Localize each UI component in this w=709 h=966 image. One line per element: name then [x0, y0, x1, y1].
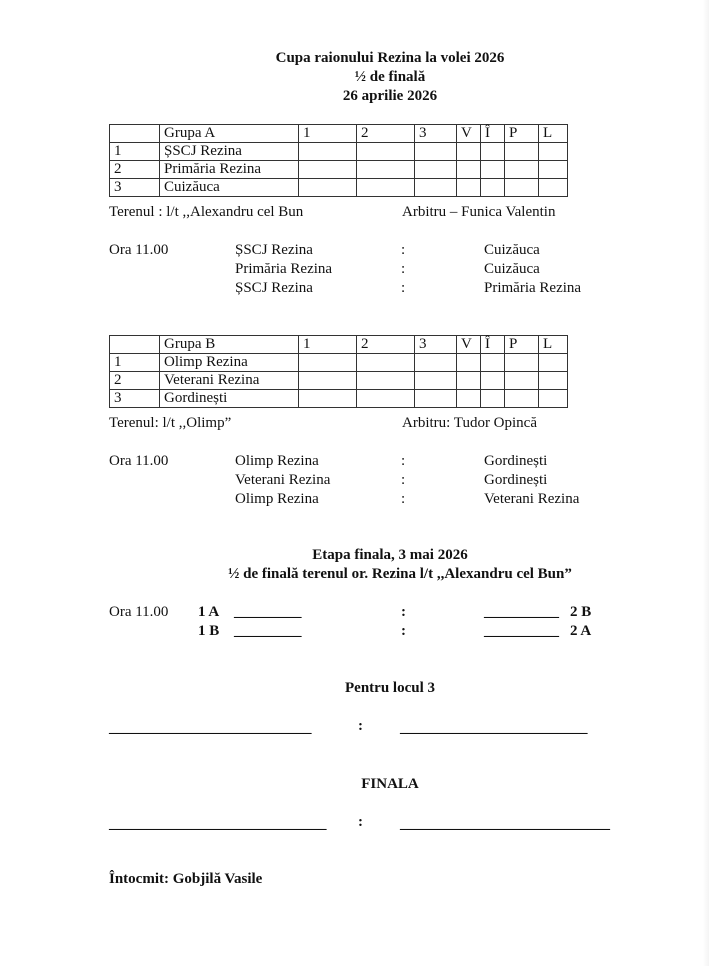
stat-cell	[457, 354, 481, 372]
score-cell	[357, 161, 415, 179]
stat-cell	[481, 354, 505, 372]
score-cell	[415, 161, 457, 179]
header-cell-empty	[110, 125, 160, 143]
semi-left-blank: _________	[234, 623, 302, 639]
match-home: Veterani Rezina	[235, 472, 331, 488]
stat-cell	[505, 161, 539, 179]
column-header: P	[505, 125, 539, 143]
semi-left-blank: _________	[234, 604, 302, 620]
table-row	[110, 372, 568, 390]
group-b-referee: Arbitru: Tudor Opincă	[402, 415, 537, 431]
column-header: 1	[299, 125, 357, 143]
stat-cell	[457, 372, 481, 390]
group-a-table	[109, 124, 568, 197]
stat-cell	[505, 372, 539, 390]
column-header: L	[539, 125, 568, 143]
column-header: 3	[415, 125, 457, 143]
final-stage-title: Etapa finala, 3 mai 2026	[312, 547, 468, 563]
column-header: 2	[357, 336, 415, 354]
third-place-separator: :	[358, 718, 363, 734]
column-header: L	[539, 336, 568, 354]
match-separator: :	[401, 453, 406, 469]
team-name: Olimp Rezina	[160, 354, 299, 372]
match-away: Primăria Rezina	[484, 280, 582, 296]
table-header-row	[110, 125, 568, 143]
score-cell	[415, 372, 457, 390]
team-number: 1	[110, 143, 160, 161]
group-b-venue: Terenul: l/t ,,Olimp”	[109, 415, 232, 431]
match-separator: :	[401, 261, 406, 277]
stat-cell	[505, 390, 539, 408]
group-a-time: Ora 11.00	[109, 242, 169, 258]
match-home: Olimp Rezina	[235, 453, 319, 469]
group-b-name: Grupa B	[160, 336, 299, 354]
score-cell	[299, 179, 357, 197]
third-place-left-blank: ___________________________	[109, 720, 312, 736]
semi-separator: :	[401, 604, 406, 620]
final-left-blank: _____________________________	[109, 816, 327, 832]
score-cell	[357, 354, 415, 372]
column-header: V	[457, 125, 481, 143]
score-cell	[415, 354, 457, 372]
table-row	[110, 179, 568, 197]
stat-cell	[539, 179, 568, 197]
group-a-referee: Arbitru – Funica Valentin	[402, 204, 556, 220]
match-separator: :	[401, 280, 406, 296]
semi-left-seed: 1 A	[198, 604, 220, 620]
score-cell	[299, 390, 357, 408]
score-cell	[299, 161, 357, 179]
score-cell	[357, 372, 415, 390]
score-cell	[415, 143, 457, 161]
match-away: Gordinești	[484, 472, 548, 488]
final-right-blank: ____________________________	[400, 816, 610, 832]
stat-cell	[539, 161, 568, 179]
team-number: 2	[110, 161, 160, 179]
group-b-time: Ora 11.00	[109, 453, 169, 469]
match-home: ȘSCJ Rezina	[235, 280, 313, 296]
table-row	[110, 161, 568, 179]
stat-cell	[539, 143, 568, 161]
page-edge-shadow	[703, 0, 709, 966]
score-cell	[415, 390, 457, 408]
team-number: 3	[110, 390, 160, 408]
score-cell	[299, 143, 357, 161]
team-name: Gordinești	[160, 390, 299, 408]
score-cell	[299, 372, 357, 390]
semi-right-blank: __________	[484, 623, 559, 639]
third-place-title: Pentru locul 3	[345, 680, 435, 696]
final-stage-subtitle: ½ de finală terenul or. Rezina l/t ,,Alexandru cel Bun”	[228, 566, 572, 582]
team-number: 3	[110, 179, 160, 197]
team-name: Cuizăuca	[160, 179, 299, 197]
semi-separator: :	[401, 623, 406, 639]
column-header: 1	[299, 336, 357, 354]
stat-cell	[457, 143, 481, 161]
match-separator: :	[401, 491, 406, 507]
column-header: Î	[481, 336, 505, 354]
stat-cell	[481, 372, 505, 390]
stat-cell	[505, 354, 539, 372]
stat-cell	[457, 179, 481, 197]
stat-cell	[505, 179, 539, 197]
match-away: Cuizăuca	[484, 242, 540, 258]
match-home: Primăria Rezina	[235, 261, 333, 277]
column-header: 3	[415, 336, 457, 354]
column-header: 2	[357, 125, 415, 143]
team-name: Primăria Rezina	[160, 161, 299, 179]
match-home: Olimp Rezina	[235, 491, 319, 507]
third-place-right-blank: _________________________	[400, 720, 588, 736]
team-name: ȘSCJ Rezina	[160, 143, 299, 161]
stat-cell	[457, 390, 481, 408]
score-cell	[357, 179, 415, 197]
header-cell-empty	[110, 336, 160, 354]
semi-left-seed: 1 B	[198, 623, 220, 639]
stat-cell	[539, 354, 568, 372]
document-date: 26 aprilie 2026	[342, 88, 438, 104]
match-separator: :	[401, 242, 406, 258]
group-b-table	[109, 335, 568, 408]
stat-cell	[539, 372, 568, 390]
table-row	[110, 390, 568, 408]
match-away: Gordinești	[484, 453, 548, 469]
prepared-by: Întocmit: Gobjilă Vasile	[109, 871, 263, 887]
score-cell	[299, 354, 357, 372]
final-title: FINALA	[361, 776, 419, 792]
document-stage: ½ de finală	[354, 69, 426, 85]
semi-right-seed: 2 A	[570, 623, 592, 639]
stat-cell	[539, 390, 568, 408]
column-header: P	[505, 336, 539, 354]
column-header: Î	[481, 125, 505, 143]
score-cell	[415, 179, 457, 197]
match-away: Cuizăuca	[484, 261, 540, 277]
stat-cell	[481, 161, 505, 179]
document-title: Cupa raionului Rezina la volei 2026	[275, 50, 505, 66]
group-a-venue: Terenul : l/t ,,Alexandru cel Bun	[109, 204, 304, 220]
final-stage-time: Ora 11.00	[109, 604, 169, 620]
final-separator: :	[358, 814, 363, 830]
score-cell	[357, 143, 415, 161]
group-a-name: Grupa A	[160, 125, 299, 143]
team-number: 2	[110, 372, 160, 390]
match-away: Veterani Rezina	[484, 491, 580, 507]
stat-cell	[481, 390, 505, 408]
semi-right-blank: __________	[484, 604, 559, 620]
stat-cell	[457, 161, 481, 179]
score-cell	[357, 390, 415, 408]
table-header-row	[110, 336, 568, 354]
stat-cell	[481, 143, 505, 161]
match-separator: :	[401, 472, 406, 488]
semi-right-seed: 2 B	[570, 604, 592, 620]
table-row	[110, 143, 568, 161]
match-home: ȘSCJ Rezina	[235, 242, 313, 258]
team-number: 1	[110, 354, 160, 372]
stat-cell	[505, 143, 539, 161]
table-row	[110, 354, 568, 372]
column-header: V	[457, 336, 481, 354]
team-name: Veterani Rezina	[160, 372, 299, 390]
stat-cell	[481, 179, 505, 197]
